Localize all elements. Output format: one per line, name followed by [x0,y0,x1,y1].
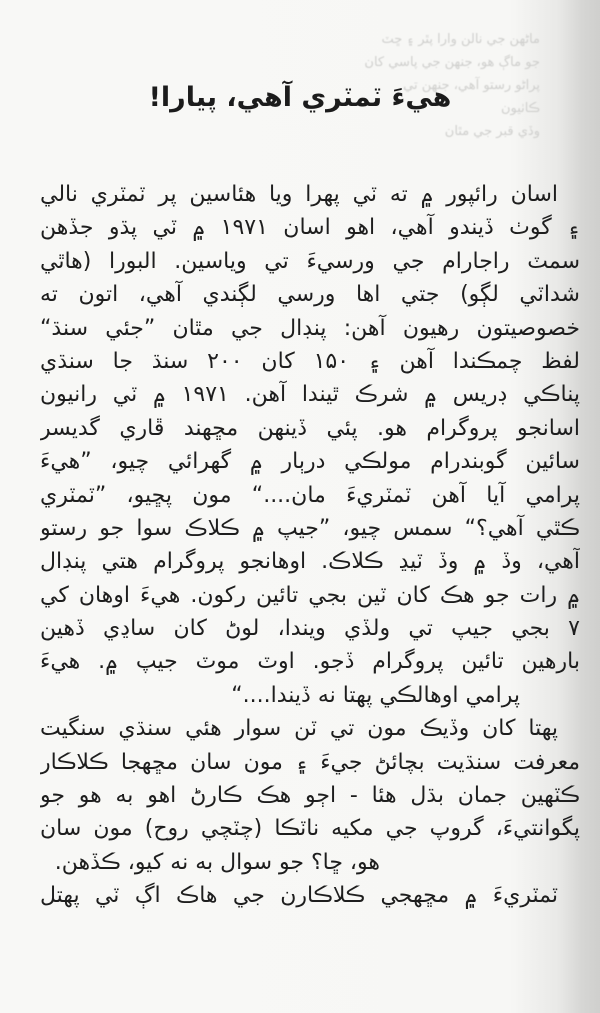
text-line: ۽ گوٺ ڏيندو آهي، اهو اسان ۱۹۷۱ ۾ ٽي پڌو جڏهن [40,215,580,241]
text-line: هو، ڇا؟ جو سوال به نه کيو، ڪڏهن. [54,849,380,875]
bleed-line: ڪاٺيون [500,101,540,116]
text-line: سائين گوبندرام مولڪي درٻار ۾ گهرائي چيو، ”هيءَ [40,449,580,475]
paragraph-1 [40,178,580,712]
text-line: اسان رائپور ۾ ته ٽي پهرا ويا هئاسين پر ٽمٽري نالي [40,182,558,207]
text-line: پناڪي ڊريس ۾ شرڪ ٿيندا آهن. ۱۹۷۱ ۾ ٽي رانيون [40,382,580,408]
text-line: ٽمٽريءَ ۾ مڇهجي ڪلاڪارن جي هاڪ اڳ ٽي پهتل [40,883,558,909]
text-line: معرفت سنڌيت بچائڻ جيءَ ۽ مون سان مڇهجا ڪلاڪار [40,749,580,775]
text-line: آهي، وڏ ۾ وڏ ٽيڍ ڪلاڪ. اوهانجو پروگرام هتي پنڊال [40,549,580,575]
text-line: بارهين تائين پروگرام ڏجو. اوٽ موٽ جيپ ۾. هيءَ [40,649,580,675]
bleed-line: پراڻو رستو آهي، جنهن تي [403,78,540,93]
text-line: اسانجو پروگرام هو. پئي ڏينهن مڇهند ڦاري گديسر [40,415,580,441]
paragraph-3 [40,879,580,912]
text-line: پهتا کان وڏيڪ مون تي ٽن سوار هئي سنڌي سنگيت [40,716,558,742]
body-text [40,178,580,913]
bleed-line: وڏي قبر جي مٿان [444,124,540,139]
text-line: لفظ چمڪندا آهن ۽ ۱۵۰ کان ۲۰۰ سنڌ جا سنڌي [40,348,580,374]
bleed-line: ماڻهن جي نالن وارا پٿر ۽ ڇٽ [381,32,540,47]
text-line: ۾ رات جو هڪ کان ٽين بجي تائين رکون. هيءَ اوهان کي [40,582,580,608]
text-line: پرامي اوهالڪي پهتا نه ڏيندا....“ [231,682,520,708]
text-line: ۷ بجي جيپ تي ولڏي ويندا، لوڻ کان ساڍي ڏهين [40,616,580,642]
text-line: ڪٽهين جمان بڌل هئا - اڄو هڪ ڪارڻ اهو به هو جو [40,783,580,809]
text-line: خصوصيتون رهيون آهن: پنڊال جي مٿان ”جئي سنڌ“ [40,315,580,341]
page-title: هيءَ ٽمٽري آهي، پيارا! [148,82,452,113]
text-line: سمٽ راجارام جي ورسيءَ تي وياسين. البورا (هاٿي [40,248,580,274]
text-line: پگوانتيءَ، گروپ جي مکيه ناٽڪا (چٽچي روح) مون سان [40,816,580,842]
text-line: پرامي آيا آهن ٽمٽريءَ مان....“ مون پڇيو، ”ٽمٽري [40,482,580,508]
text-line: شداٽي لڳو) جتي اها ورسي لڳندي آهي، اتون ته [40,282,580,308]
paragraph-2 [40,712,580,879]
text-line: ڪٿي آهي؟“ سمس چيو، ”جيپ ۾ ڪلاڪ سوا جو رستو [40,515,580,541]
bleed-line: جو ماڳ هو، جنهن جي پاسي کان [364,55,540,70]
